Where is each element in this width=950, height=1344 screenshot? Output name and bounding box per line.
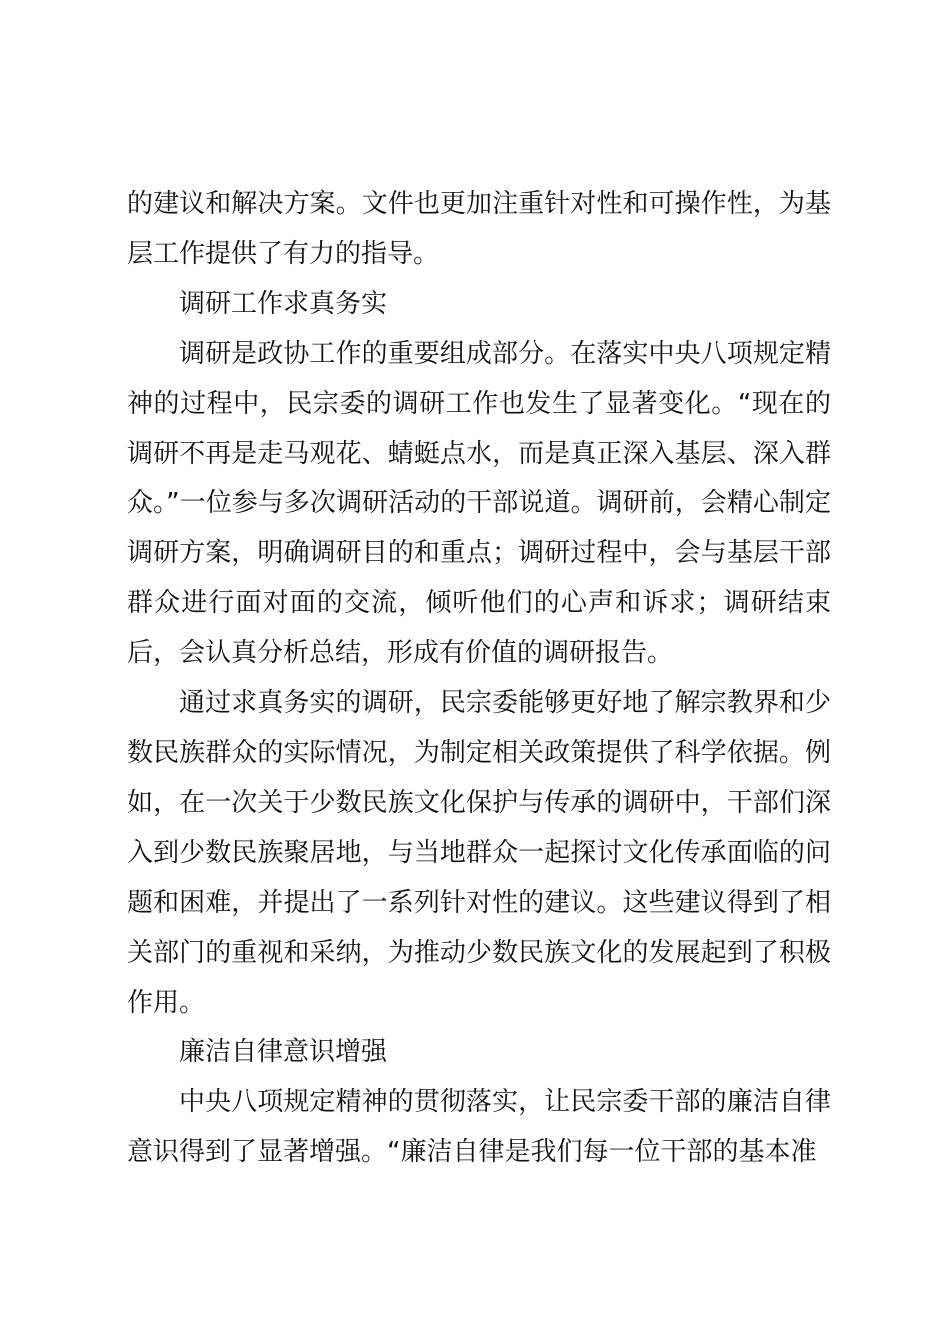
section-heading-integrity: 廉洁自律意识增强	[179, 1037, 388, 1068]
paragraph-research-outcomes: 通过求真务实的调研，民宗委能够更好地了解宗教界和少数民族群众的实际情况，为制定相关政策提供了科学依据。例如，在一次关于少数民族文化保护与传承的调研中，干部们深入到少数民族聚居地，与当地群众一起探讨文化传承面临的问题和困难，并提出了一系列针对性的建议。这些建议得到了相关部门的重视和采纳，为推动少数民族文化的发展起到了积极作用。	[127, 688, 831, 1018]
paragraph-integrity: 中央八项规定精神的贯彻落实，让民宗委干部的廉洁自律意识得到了显著增强。“廉洁自律是我们每一位干部的基本准	[127, 1087, 831, 1168]
paragraph-continuation: 的建议和解决方案。文件也更加注重针对性和可操作性，为基层工作提供了有力的指导。	[127, 189, 831, 269]
section-heading-research: 调研工作求真务实	[179, 288, 388, 319]
paragraph-research-changes: 调研是政协工作的重要组成部分。在落实中央八项规定精神的过程中，民宗委的调研工作也发生了显著变化。“现在的调研不再是走马观花、蜻蜓点水，而是真正深入基层、深入群众。”一位参与多次调研活动的干部说道。调研前，会精心制定调研方案，明确调研目的和重点；调研过程中，会与基层干部群众进行面对面的交流，倾听他们的心声和诉求；调研结束后，会认真分析总结，形成有价值的调研报告。	[127, 338, 831, 669]
document-body	[127, 180, 831, 1178]
